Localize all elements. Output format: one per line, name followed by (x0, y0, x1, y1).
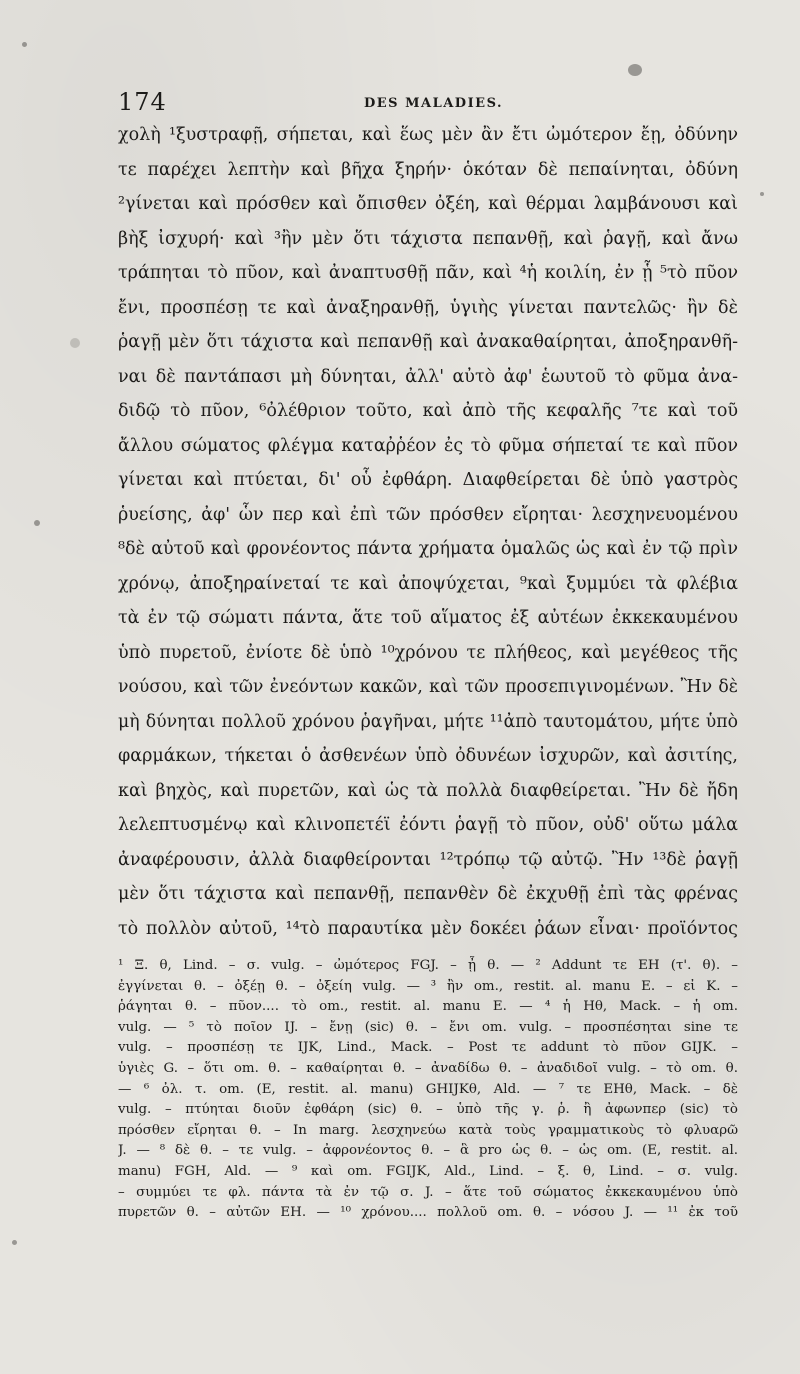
page-number: 174 (118, 88, 167, 116)
text-line: ὑπὸ πυρετοῦ, ἐνίοτε δὲ ὑπὸ ¹⁰χρόνου τε πλήθεος, καὶ μεγέθεος τῆς (118, 642, 738, 663)
text-line: ⁸δὲ αὐτοῦ καὶ φρονέοντος πάντα χρήματα ὁμαλῶς ὡς καὶ ἐν τῷ πρὶν (118, 539, 738, 559)
footnote-line: vulg. – προσπέσῃ τε IJK, Lind., Mack. – Post τε addunt τὸ πῦον GIJK. – (118, 1040, 738, 1056)
page-header (118, 88, 738, 120)
footnote-line: ἐγγίνεται θ. – ὀξέῃ θ. – ὀξείη vulg. — ³ ἢν om., restit. al. manu E. – εἰ K. – (118, 978, 738, 994)
footnotes (118, 956, 738, 1224)
footnote-line: – συμμύει τε φλ. πάντα τὰ ἐν τῷ σ. J. – ἅτε τοῦ σώματος ἐκκεκαυμένου ὑπὸ (118, 1184, 738, 1200)
text-line: μὴ δύνηται πολλοῦ χρόνου ῥαγῆναι, μήτε ¹¹ἀπὸ ταυτομάτου, μήτε ὑπὸ (118, 711, 738, 732)
text-line: ναι δὲ παντάπασι μὴ δύνηται, ἀλλ' αὐτὸ ἀφ' ἑωυτοῦ τὸ φῦμα ἀνα- (118, 366, 738, 387)
text-line: λελεπτυσμένῳ καὶ κλινοπετέϊ ἐόντι ῥαγῇ τὸ πῦον, οὐδ' οὕτω μάλα (118, 815, 738, 835)
ink-speck (22, 42, 27, 47)
ink-speck (628, 64, 642, 76)
text-line: μὲν ὅτι τάχιστα καὶ πεπανθῇ, πεπανθὲν δὲ ἐκχυθῇ ἐπὶ τὰς φρένας (118, 884, 738, 904)
text-line: χολὴ ¹ξυστραφῇ, σήπεται, καὶ ἕως μὲν ἂν ἔτι ὠμότερον ἔῃ, ὀδύνην (118, 125, 738, 145)
text-line: ἄλλου σώματος φλέγμα καταῤῥέον ἐς τὸ φῦμα σήπεταί τε καὶ πῦον (118, 435, 738, 456)
text-line: γίνεται καὶ πτύεται, δι' οὗ ἐφθάρη. Διαφθείρεται δὲ ὑπὸ γαστρὸς (118, 470, 738, 490)
footnote-line: πρόσθεν εἴρηται θ. – In marg. λεσχηνεύω κατὰ τοὺς γραμματικοὺς τὸ φλυαρῶ (118, 1122, 738, 1138)
footnote-line: πυρετῶν θ. – αὐτῶν EH. — ¹⁰ χρόνου.... πολλοῦ om. θ. – νόσου J. — ¹¹ ἐκ τοῦ (118, 1205, 738, 1221)
text-line: φαρμάκων, τήκεται ὁ ἀσθενέων ὑπὸ ὀδυνέων ἰσχυρῶν, καὶ ἀσιτίης, (118, 746, 738, 766)
text-line: τράπηται τὸ πῦον, καὶ ἀναπτυσθῇ πᾶν, καὶ ⁴ἡ κοιλίη, ἐν ᾗ ⁵τὸ πῦον (118, 263, 738, 283)
footnote-line: J. — ⁸ δὲ θ. – τε vulg. – ἀφρονέοντος θ. – ἃ pro ὡς θ. – ὡς om. (E, restit. al. (118, 1143, 738, 1159)
text-line: ῥαγῇ μὲν ὅτι τάχιστα καὶ πεπανθῇ καὶ ἀνακαθαίρηται, ἀποξηρανθῆ- (118, 332, 738, 352)
footnote-line: vulg. — ⁵ τὸ ποῖον IJ. – ἔνῃ (sic) θ. – ἔνι om. vulg. – προσπέσηται sine τε (118, 1019, 738, 1035)
running-head: DES MALADIES. (364, 96, 504, 111)
ink-speck (70, 338, 80, 348)
footnote-line: manu) FGH, Ald. — ⁹ καὶ om. FGIJK, Ald., Lind. – ξ. θ, Lind. – σ. vulg. (118, 1163, 738, 1179)
text-line: τὰ ἐν τῷ σώματι πάντα, ἅτε τοῦ αἵματος ἐξ αὐτέων ἐκκεκαυμένου (118, 608, 738, 628)
footnote-line: ὑγιὲς G. – ὅτι om. θ. – καθαίρηται θ. – ἀναδίδω θ. – ἀναδιδοῖ vulg. – τὸ om. θ. (118, 1060, 738, 1076)
text-line: χρόνῳ, ἀποξηραίνεταί τε καὶ ἀποψύχεται, ⁹καὶ ξυμμύει τὰ φλέβια (118, 573, 738, 594)
text-line: ἀναφέρουσιν, ἀλλὰ διαφθείρονται ¹²τρόπῳ τῷ αὐτῷ. Ἢν ¹³δὲ ῥαγῇ (118, 849, 738, 870)
footnote-line: — ⁶ ὀλ. τ. om. (E, restit. al. manu) GHIJKθ, Ald. — ⁷ τε EHθ, Mack. – δὲ (118, 1081, 738, 1097)
footnote-line: vulg. – πτύηται διοῦν ἐφθάρη (sic) θ. – ὑπὸ τῆς γ. ῥ. ἢ ἀφωνπερ (sic) τὸ (118, 1102, 738, 1118)
footnote-line: ¹ Ξ. θ, Lind. – σ. vulg. – ὠμότερος FGJ. – ᾖ θ. — ² Addunt τε EH (τ'. θ). – (118, 958, 738, 973)
text-line: ῥυείσης, ἀφ' ὧν περ καὶ ἐπὶ τῶν πρόσθεν εἴρηται· λεσχηνευομένου (118, 504, 738, 525)
ink-speck (12, 1240, 17, 1245)
text-line: ²γίνεται καὶ πρόσθεν καὶ ὄπισθεν ὀξέη, καὶ θέρμαι λαμβάνουσι καὶ (118, 194, 738, 214)
ink-speck (34, 520, 40, 526)
text-line: βὴξ ἰσχυρή· καὶ ³ἢν μὲν ὅτι τάχιστα πεπανθῇ, καὶ ῥαγῇ, καὶ ἄνω (118, 228, 738, 249)
text-line: ἔνι, προσπέσῃ τε καὶ ἀναξηρανθῇ, ὑγιὴς γίνεται παντελῶς· ἢν δὲ (118, 297, 738, 318)
text-line: διδῷ τὸ πῦον, ⁶ὀλέθριον τοῦτο, καὶ ἀπὸ τῆς κεφαλῆς ⁷τε καὶ τοῦ (118, 401, 738, 421)
text-line: καὶ βηχὸς, καὶ πυρετῶν, καὶ ὡς τὰ πολλὰ διαφθείρεται. Ἢν δὲ ἤδη (118, 780, 738, 801)
ink-speck (760, 192, 764, 196)
text-line: τὸ πολλὸν αὐτοῦ, ¹⁴τὸ παραυτίκα μὲν δοκέει ῥάων εἶναι· προϊόντος (118, 918, 738, 939)
text-line: νούσου, καὶ τῶν ἐνεόντων κακῶν, καὶ τῶν προσεπιγινομένων. Ἢν δὲ (118, 677, 738, 697)
main-text (118, 118, 738, 946)
footnote-line: ῥάγηται θ. – πῦον.... τὸ om., restit. al. manu E. — ⁴ ἡ Hθ, Mack. – ἡ om. (118, 999, 738, 1015)
text-line: τε παρέχει λεπτὴν καὶ βῆχα ξηρήν· ὁκόταν δὲ πεπαίνηται, ὀδύνη (118, 159, 738, 180)
